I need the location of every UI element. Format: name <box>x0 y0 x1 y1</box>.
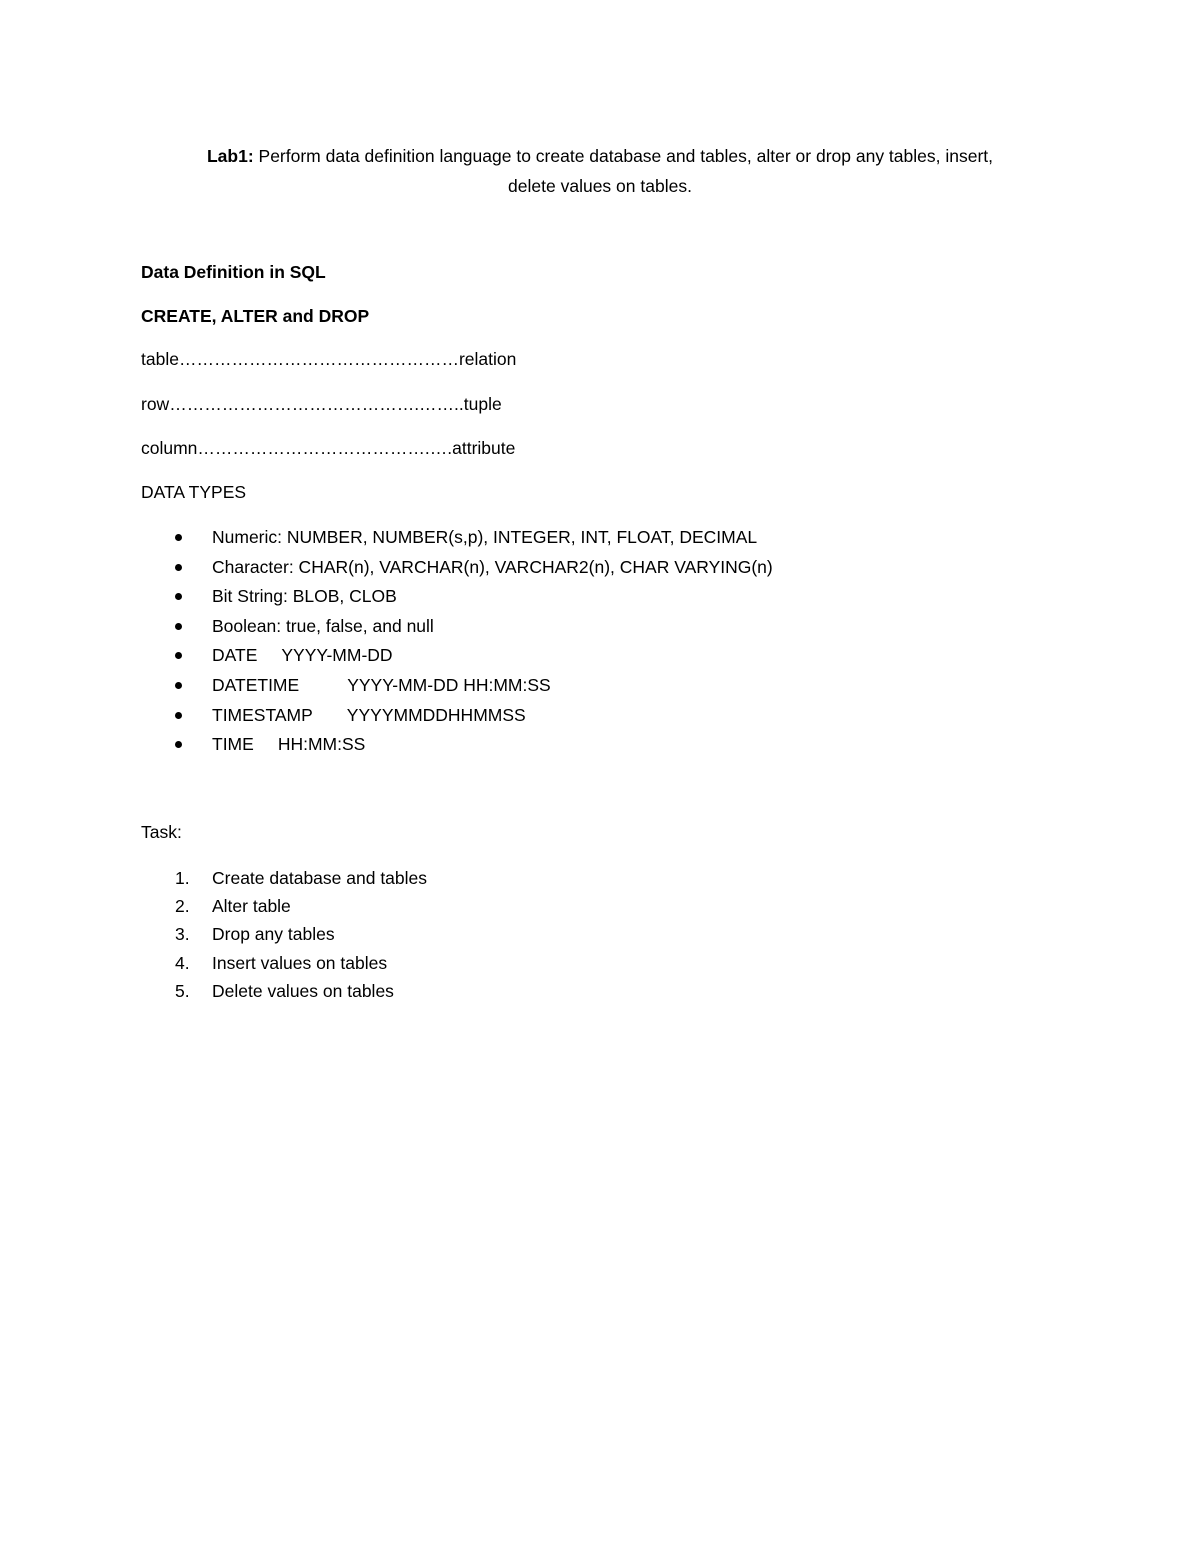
bullet-type-format: YYYY-MM-DD HH:MM:SS <box>347 674 551 695</box>
bullet-icon <box>175 741 182 748</box>
bullet-icon <box>175 682 182 689</box>
task-number: 5. <box>175 980 190 1001</box>
list-item <box>141 585 773 615</box>
bullet-icon <box>175 623 182 630</box>
list-item <box>141 952 427 980</box>
bullet-icon <box>175 652 182 659</box>
list-item <box>141 644 773 674</box>
mapping-row-tuple: row…………………………………….……..tuple <box>141 394 502 414</box>
bullet-type-name: DATETIME <box>212 674 300 695</box>
task-heading: Task: <box>141 822 182 842</box>
list-item <box>141 556 773 586</box>
list-item <box>141 923 427 951</box>
list-item <box>141 980 427 1008</box>
mapping-column-attribute: column………………………………….….attribute <box>141 438 516 458</box>
task-text: Insert values on tables <box>212 952 388 973</box>
list-item <box>141 867 427 895</box>
task-text: Drop any tables <box>212 924 335 945</box>
list-item <box>141 615 773 645</box>
list-item <box>141 733 773 763</box>
lab-title <box>120 141 1080 201</box>
lab-label: Lab1: <box>206 146 254 166</box>
bullet-icon <box>175 534 182 541</box>
task-text: Delete values on tables <box>212 980 394 1001</box>
lab-title-line-2: delete values on tables. <box>508 176 692 196</box>
task-number: 4. <box>175 952 190 973</box>
bullet-icon <box>175 712 182 719</box>
bullet-text: Character: CHAR(n), VARCHAR(n), VARCHAR2(n), CHAR VARYING(n) <box>212 556 773 577</box>
list-item <box>141 704 773 734</box>
bullet-text: Bit String: BLOB, CLOB <box>212 586 397 607</box>
heading-data-definition: Data Definition in SQL <box>141 262 326 282</box>
bullet-text: Numeric: NUMBER, NUMBER(s,p), INTEGER, INT, FLOAT, DECIMAL <box>212 527 758 547</box>
heading-create-alter-drop: CREATE, ALTER and DROP <box>141 306 370 326</box>
lab-title-text: Perform data definition language to create database and tables, alter or drop any tables, insert, <box>253 146 994 166</box>
bullet-type-format: HH:MM:SS <box>277 734 366 755</box>
task-number: 2. <box>175 896 190 917</box>
bullet-type-format: YYYYMMDDHHMMSS <box>346 704 526 725</box>
list-item <box>141 674 773 704</box>
list-item <box>141 895 427 923</box>
bullet-type-name: DATE <box>212 645 258 666</box>
list-item <box>141 526 773 556</box>
task-text: Alter table <box>212 896 291 917</box>
task-number: 1. <box>175 868 190 888</box>
bullet-type-format: YYYY-MM-DD <box>281 645 393 666</box>
task-text: Create database and tables <box>212 868 428 888</box>
lab-title-line-1 <box>120 141 1080 171</box>
task-number: 3. <box>175 924 190 945</box>
bullet-type-name: TIME <box>212 734 254 755</box>
data-types-heading: DATA TYPES <box>141 482 247 502</box>
data-types-list <box>141 526 773 763</box>
mapping-table-relation: table…………………………………………relation <box>141 349 517 369</box>
bullet-text: Boolean: true, false, and null <box>212 615 434 636</box>
bullet-icon <box>175 564 182 571</box>
task-list <box>141 867 427 1008</box>
bullet-icon <box>175 593 182 600</box>
bullet-type-name: TIMESTAMP <box>212 704 313 725</box>
